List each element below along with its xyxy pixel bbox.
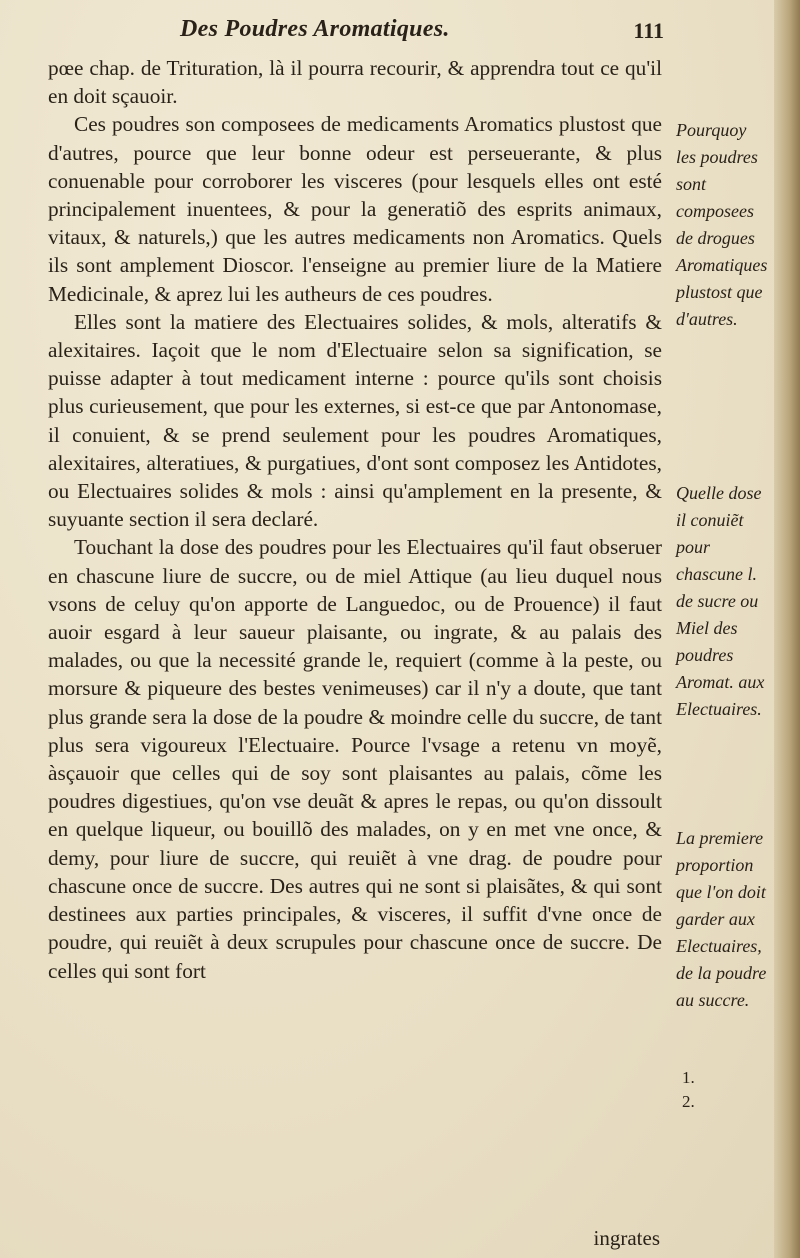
paragraph-1: pœe chap. de Trituration, là il pourra recourir, & apprendra tout ce qu'il en doit sçauoir. — [48, 56, 662, 109]
margin-number-1: 1. — [682, 1068, 695, 1087]
paragraph-3: Elles sont la matiere des Electuaires solides, & mols, alteratifs & alexitaires. Iaçoit que le nom d'Electuaire selon sa signification, se puisse adapter à tout medicament interne : pource qu'ils sont choisis plus curieusement, que pour les externes, si est-ce que par Antonomase, il conuient, & se prend seulement pour les poudres Aromatiques, alexitaires, alteratiues, & purgatiues, d'ont sont composez les Antidotes, ou Electuaires solides & mols : ainsi qu'amplement en la presente, & suyuante section il sera declaré. — [48, 309, 662, 532]
page-header — [0, 16, 770, 50]
margin-note-2: Quelle dose il conuiẽt pour chascune l. de sucre ou Miel des poudres Aromat. aux Electuaires. — [676, 483, 765, 719]
margin-note-1: Pourquoy les poudres sont composees de drogues Aromatiques plustost que d'autres. — [676, 120, 768, 329]
margin-note-3: La premiere proportion que l'on doit garder aux Electuaires, de la poudre au succre. — [676, 828, 767, 1010]
running-title: Des Poudres Aromatiques. — [180, 16, 450, 42]
margin-number-2: 2. — [682, 1092, 695, 1111]
page-number: 111 — [633, 18, 664, 43]
paragraph-2: Ces poudres son composees de medicaments Aromatics plustost que d'autres, pource que leur bonne odeur est perseuerante, & plus conuenable pour corroborer les visceres (pour lesquels elles ont esté principalement inuentees, & pour la generatiõ des esprits animaux, vitaux, & naturels,) que les autres medicaments non Aromatics. Quels ils sont amplement Dioscor. l'enseigne au premier liure de la Matiere Medicinale, & aprez lui les autheurs de ces poudres. — [48, 112, 662, 306]
page-gutter-shadow — [774, 0, 800, 1258]
catchword: ingrates — [593, 1226, 660, 1250]
main-text — [48, 54, 662, 985]
paragraph-4: Touchant la dose des poudres pour les Electuaires qu'il faut obseruer en chascune liure de succre, ou de miel Attique (au lieu duquel nous vsons de celuy qu'on apporte de Languedoc, ou de Prouence) il faut auoir esgard à leur saueur plaisante, ou ingrate, & au palais des malades, ou que la necessité grande le, requiert (comme à la peste, ou morsure & piqueure des bestes venimeuses) car il n'y a doute, que tant plus grande sera la dose de la poudre & moindre celle du succre, de tant plus sera vigoureux l'Electuaire. Pource l'vsage a retenu vn moyẽ, àsçauoir que celles qui de soy sont plaisantes au palais, cõme les poudres digestiues, qu'on vse deuãt & apres le repas, ou qu'on dissoult en quelque liqueur, ou bouillõ des malades, on y en met vne once, & demy, pour liure de succre, qui reuiẽt à vne drag. de poudre pour chascune once de succre. Des autres qui ne sont si plaisãtes, & qui sont destinees aux parties principales, & visceres, il suffit d'vne once de poudre, qui reuiẽt à deux scrupules pour chascune once de succre. De celles qui sont fort — [48, 535, 662, 983]
